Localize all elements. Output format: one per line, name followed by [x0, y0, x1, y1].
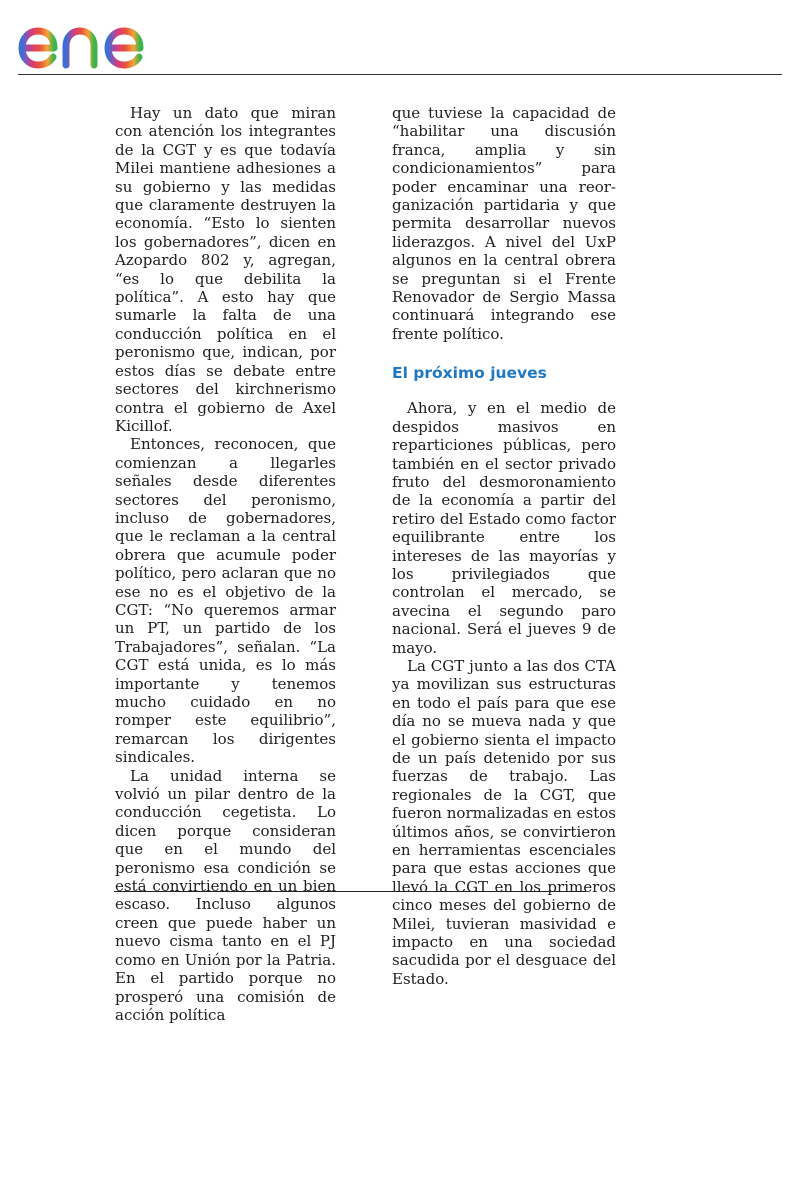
paragraph: Ahora, y en el medio de despidos masivos en reparticiones públicas, pero también en el sector privado fruto del desmoronamiento de la economía a partir del retiro del Estado como factor equilibrante entre los intereses de las mayorías y los privilegiados que controlan el mercado, se avecina el segundo paro nacional. Será el jueves 9 de mayo.	[392, 399, 616, 657]
paragraph: Hay un dato que miran con atención los integrantes de la CGT y es que todavía Milei mantiene adhesiones a su gobierno y las medidas que claramente destruyen la economía. “Esto lo sienten los gobernadores”, dicen en Azopardo 802 y, agregan, “es lo que debilita la política”. A esto hay que sumarle la falta de una conducción política en el peronismo que, indican, por estos días se debate entre sectores del kirchnerismo contra el gobierno de Axel Kicillof.	[115, 104, 336, 435]
header-rule	[18, 74, 782, 75]
paragraph: La unidad interna se volvió un pilar dentro de la conducción cegetista. Lo dicen porque consideran que en el mundo del peronismo esa condición se está convirtiendo en un bien escaso. Incluso algunos creen que puede haber un nuevo cisma tanto en el PJ como en Unión por la Patria. En el partido porque no prosperó una comisión de acción política	[115, 766, 336, 1024]
paragraph: que tuviese la capacidad de “habilitar una discusión franca, amplia y sin condicionamientos” para poder encaminar una reorganización partidaria y que permita desarrollar nuevos liderazgos. A nivel del UxP algunos en la central obrera se preguntan si el Frente Renovador de Sergio Massa continuará integrando ese frente político.	[392, 104, 616, 343]
section-subheading: El próximo jueves	[392, 364, 547, 383]
enel-logo	[14, 6, 184, 72]
paragraph: La CGT junto a las dos CTA ya movilizan sus estructuras en todo el país para que ese día no se mueva nada y que el gobierno sienta el impacto de un país detenido por sus fuerzas de trabajo. Las regionales de la CGT, que fueron normalizadas en estos últimos años, se convirtieron en herramientas escenciales para que estas acciones que llevó la CGT en los primeros cinco meses del gobierno de Milei, tuvieran masividad e impacto en una sociedad sacudida por el desguace del Estado.	[392, 656, 616, 988]
footer-rule	[114, 891, 586, 892]
paragraph: Entonces, reconocen, que comienzan a llegarles señales desde diferentes sectores del peronismo, incluso de gobernadores, que le reclaman a la central obrera que acumule poder político, pero aclaran que no ese no es el objetivo de la CGT: “No queremos armar un PT, un partido de los Trabajadores”, señalan. “La CGT está unida, es lo más importante y tenemos mucho cuidado en no romper este equilibrio”, remarcan los dirigentes sindicales.	[115, 435, 336, 767]
article-column-left	[115, 104, 336, 1024]
article-column-right	[392, 104, 616, 988]
